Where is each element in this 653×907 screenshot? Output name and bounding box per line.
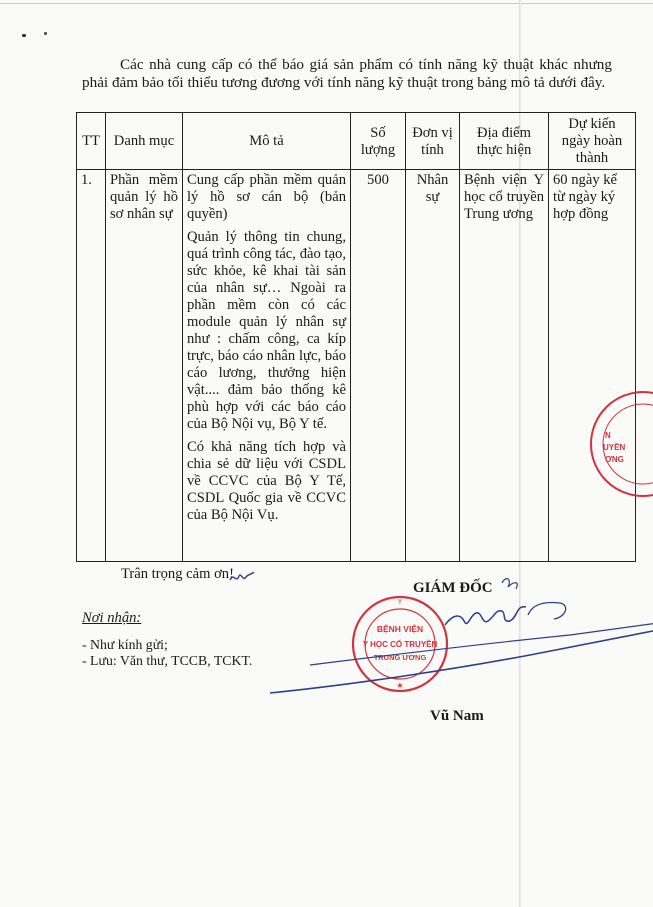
description-paragraph: Có khả năng tích hợp và chia sẻ dữ liệu với CSDL về CCVC của Bộ Y Tế, CSDL Quốc gia về CCVC của Bộ Nội Vụ. — [187, 439, 346, 523]
cell-deadline: 60 ngày kể từ ngày ký hợp đồng — [549, 170, 636, 562]
recipients-title: Nơi nhận: — [82, 610, 142, 626]
initial-mark-icon — [228, 566, 256, 588]
handwritten-signature-icon — [270, 575, 653, 705]
header-tt: TT — [77, 113, 106, 170]
intro-paragraph: Các nhà cung cấp có thể báo giá sản phẩm có tính năng kỹ thuật khác nhưng phải đảm bảo tối thiểu tương đương với tính năng kỹ thuật trong bảng mô tả dưới đây. — [82, 56, 612, 91]
stamp-line-2: Y HỌC CỔ TRUYỀN — [362, 640, 438, 649]
director-title: GIÁM ĐỐC — [413, 580, 493, 596]
table-header-row — [77, 113, 636, 170]
cell-category: Phần mềm quản lý hồ sơ nhân sự — [106, 170, 183, 562]
partial-stamp-line-2: UYỀN — [603, 443, 626, 452]
cell-description — [183, 170, 351, 562]
stamp-line-3: TRUNG ƯƠNG — [373, 653, 427, 662]
recipient-item: - Lưu: Văn thư, TCCB, TCKT. — [82, 653, 253, 668]
table-row — [77, 170, 636, 562]
partial-stamp-line-1: N — [605, 431, 611, 440]
header-unit: Đơn vị tính — [406, 113, 460, 170]
header-quantity: Số lượng — [351, 113, 406, 170]
cell-unit: Nhân sự — [406, 170, 460, 562]
description-paragraph: Quản lý thông tin chung, quá trình công tác, đào tạo, sức khỏe, kê khai tài sản của nhân sự… Ngoài ra phần mềm còn có các module quản lý nhân sự như : chấm công, ca kíp trực, báo cáo nhân lực, báo cáo lương, thưởng hiện vật.... đảm bảo thống kê phù hợp với các báo cáo của Bộ Nội vụ, Bộ Y tế. — [187, 229, 346, 432]
recipient-item: - Như kính gửi; — [82, 637, 168, 652]
header-description: Mô tả — [183, 113, 351, 170]
header-category: Danh mục — [106, 113, 183, 170]
stamp-top-letter: Y — [397, 599, 403, 606]
top-edge-line — [0, 3, 653, 4]
ink-mark — [22, 34, 26, 37]
ink-mark — [44, 32, 47, 35]
cell-tt: 1. — [77, 170, 106, 562]
header-deadline: Dự kiến ngày hoàn thành — [549, 113, 636, 170]
cell-location: Bệnh viện Y học cổ truyền Trung ương — [460, 170, 549, 562]
stamp-line-1: BỆNH VIỆN — [376, 624, 424, 634]
partial-stamp-line-3: ƠNG — [605, 455, 624, 464]
partial-stamp-icon — [585, 384, 653, 504]
signer-name: Vũ Nam — [430, 708, 484, 724]
closing-text: Trân trọng cảm ơn! — [121, 566, 234, 582]
cell-quantity: 500 — [351, 170, 406, 562]
description-paragraph: Cung cấp phần mềm quản lý hồ sơ cán bộ (bản quyền) — [187, 172, 346, 222]
specification-table — [76, 112, 636, 562]
stamp-star-icon: ★ — [396, 681, 404, 690]
header-location: Địa điểm thực hiện — [460, 113, 549, 170]
